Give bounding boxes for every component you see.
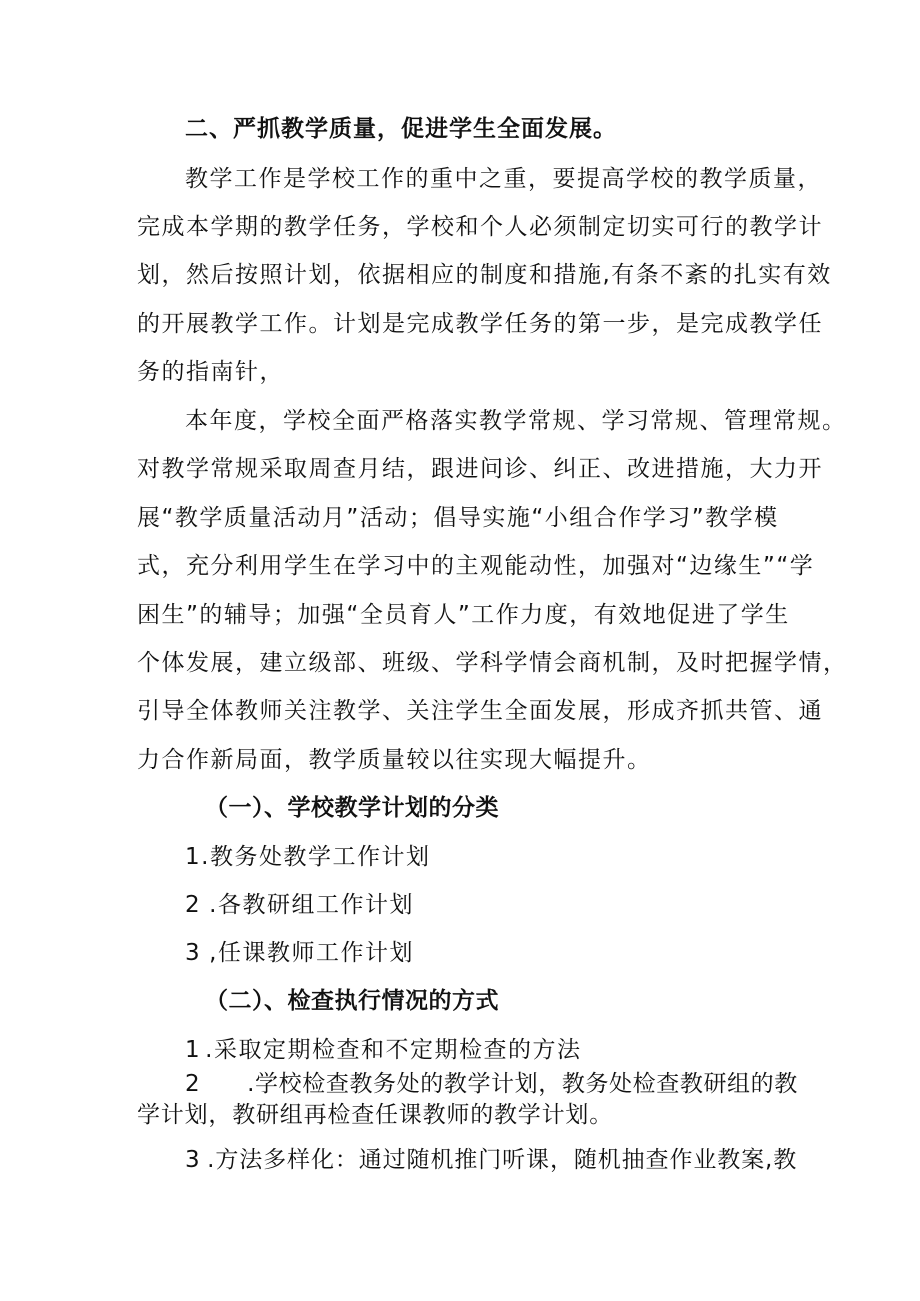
paragraph-line: 对教学常规采取周查月结，跟进问诊、纠正、改进措施，大力开 bbox=[137, 456, 823, 482]
list-item-text: .学校检查教务处的教学计划，教务处检查教研组的教 bbox=[247, 1071, 798, 1097]
paragraph-line: 力合作新局面，教学质量较以往实现大幅提升。 bbox=[137, 747, 652, 773]
paragraph-line: 完成本学期的教学任务，学校和个人必须制定切实可行的教学计 bbox=[137, 214, 823, 240]
list-item-number: 1 bbox=[185, 844, 202, 870]
paragraph-line: 引导全体教师关注教学、关注学生全面发展，形成齐抓共管、通 bbox=[137, 698, 823, 724]
section-heading: 二、严抓教学质量，促进学生全面发展。 bbox=[185, 116, 617, 142]
list-item-number: 2 bbox=[185, 1071, 202, 1097]
subsection-heading: （二）、检查执行情况的方式 bbox=[205, 988, 499, 1014]
paragraph-line: 展“教学质量活动月”活动；倡导实施“小组合作学习”教学模 bbox=[137, 505, 779, 531]
paragraph-line: 式，充分利用学生在学习中的主观能动性，加强对“边缘生”“学 bbox=[137, 553, 815, 579]
paragraph-line: 个体发展，建立级部、班级、学科学情会商机制，及时把握学情， bbox=[137, 650, 848, 676]
list-item bbox=[185, 1145, 797, 1175]
list-item bbox=[185, 890, 414, 920]
list-item-text: .采取定期检查和不定期检查的方法 bbox=[205, 1037, 582, 1063]
paragraph-line: 教学工作是学校工作的重中之重，要提高学校的教学质量， bbox=[185, 166, 822, 192]
paragraph-line: 的开展教学工作。计划是完成教学任务的第一步，是完成教学任 bbox=[137, 311, 823, 337]
list-item-continuation: 学计划，教研组再检查任课教师的教学计划。 bbox=[137, 1102, 613, 1128]
subsection-heading: （一）、学校教学计划的分类 bbox=[205, 795, 499, 821]
list-item-text: .教务处教学工作计划 bbox=[201, 844, 431, 870]
paragraph-line: 划，然后按照计划，依据相应的制度和措施,有条不紊的扎实有效 bbox=[137, 262, 832, 288]
list-item-number: 3 bbox=[185, 940, 202, 966]
list-item-number: 1 bbox=[185, 1037, 202, 1063]
paragraph-line: 务的指南针， bbox=[137, 359, 284, 385]
list-item-text: .方法多样化：通过随机推门听课，随机抽查作业教案,教 bbox=[207, 1147, 798, 1173]
list-item bbox=[185, 1069, 798, 1099]
list-item bbox=[185, 1035, 581, 1065]
list-item bbox=[185, 938, 414, 968]
list-item-text: .各教研组工作计划 bbox=[209, 892, 414, 918]
list-item-text: ,任课教师工作计划 bbox=[209, 940, 414, 966]
list-item-number: 2 bbox=[185, 892, 202, 918]
paragraph-line: 本年度，学校全面严格落实教学常规、学习常规、管理常规。 bbox=[185, 408, 847, 434]
list-item-number: 3 bbox=[185, 1147, 202, 1173]
paragraph-line: 困生”的辅导；加强“全员育人”工作力度，有效地促进了学生 bbox=[137, 602, 790, 628]
list-item bbox=[185, 842, 430, 872]
